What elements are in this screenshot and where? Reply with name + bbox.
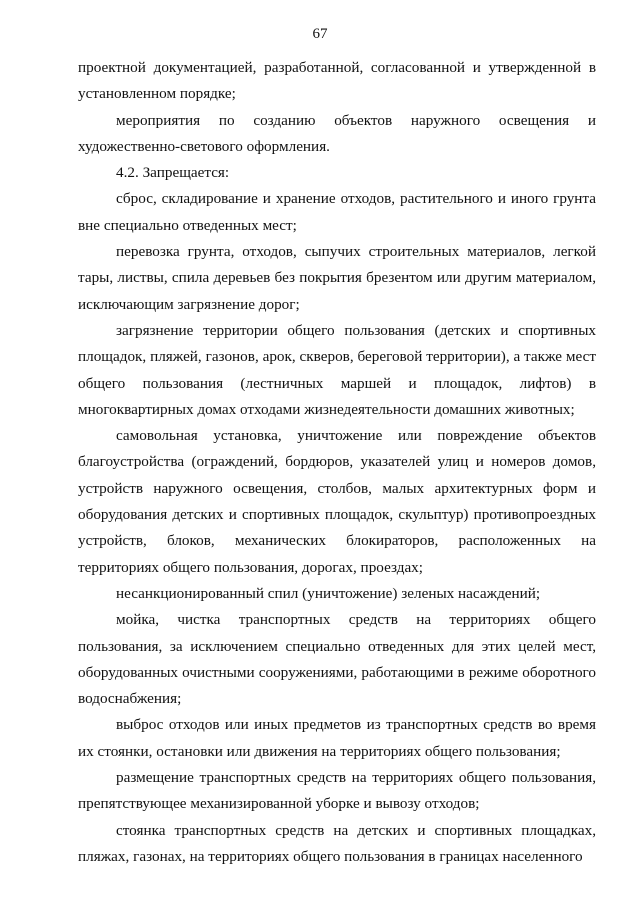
paragraph-lighting-measures: мероприятия по созданию объектов наружного освещения и художественно-светового оформления. [78,111,596,155]
paragraph-waste-dumping: сброс, складирование и хранение отходов, растительного и иного грунта вне специально отведенных мест; [78,190,596,234]
paragraph-littering-from-vehicles: выброс отходов или иных предметов из транспортных средств во время их стоянки, остановки или движения на территориях общего пользования; [78,716,596,760]
page-body [78,55,596,870]
page-number: 67 [312,26,328,42]
paragraph-tree-cutting: несанкционированный спил (уничтожение) зеленых насаждений; [116,584,541,602]
section-heading-4-2: 4.2. Запрещается: [116,164,230,182]
paragraph-vehicle-placement: размещение транспортных средств на территориях общего пользования, препятствующее механизированной уборке и вывозу отходов; [78,769,596,813]
paragraph-transport-of-soil: перевозка грунта, отходов, сыпучих строительных материалов, легкой тары, листвы, спила деревьев без покрытия брезентом или другим материалом, исключающим загрязнение дорог; [78,243,596,313]
paragraph-pet-waste: загрязнение территории общего пользования (детских и спортивных площадок, пляжей, газонов, арок, скверов, береговой территории), а также мест общего пользования (лестничных маршей и площадок, лифтов) в многоквартирных домах отходами жизнедеятельности домашних животных; [78,321,596,418]
paragraph-vehicle-parking: стоянка транспортных средств на детских и спортивных площадках, пляжах, газонах, на территориях общего пользования в границах населенного [78,821,596,865]
paragraph-continuation: проектной документацией, разработанной, согласованной и утвержденной в установленном порядке; [78,59,596,103]
paragraph-damage-to-amenities: самовольная установка, уничтожение или повреждение объектов благоустройства (ограждений, бордюров, указателей улиц и номеров домов, устройств наружного освещения, столбов, малых архитектурных форм и оборудования детских и спортивных площадок, скульптур) противопроездных устройств, блоков, механических блокираторов, расположенных на территориях общего пользования, дорогах, проездах; [78,427,596,576]
paragraph-vehicle-washing: мойка, чистка транспортных средств на территориях общего пользования, за исключением специально отведенных для этих целей мест, оборудованных очистными сооружениями, работающими в режиме оборотного водоснабжения; [78,611,596,708]
